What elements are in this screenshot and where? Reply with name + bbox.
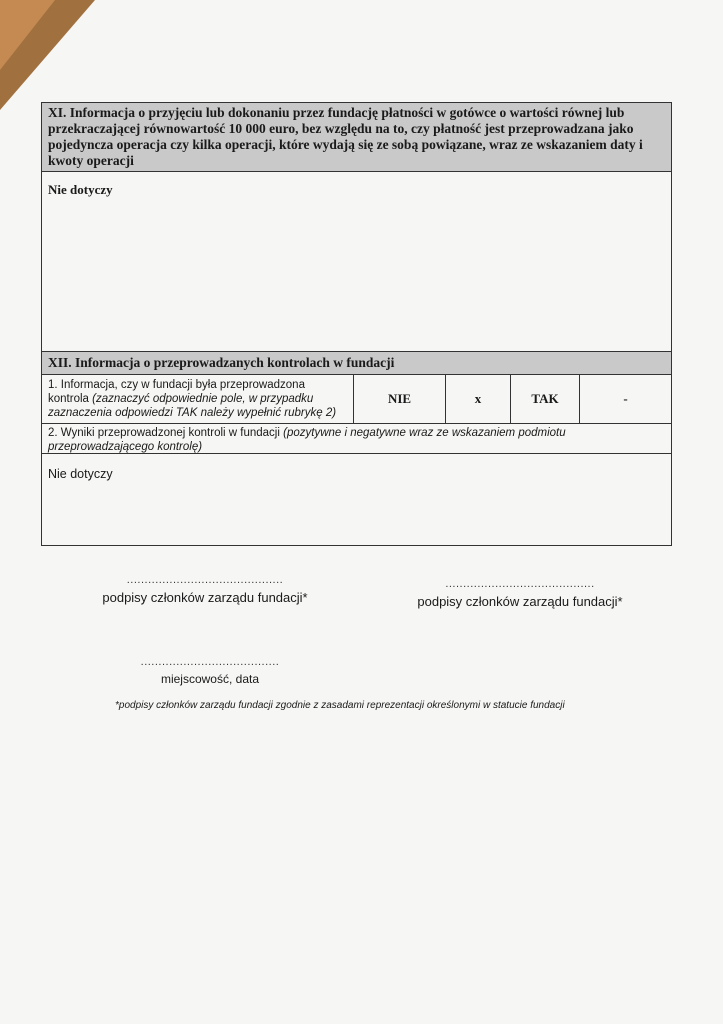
tak-checkbox[interactable]	[580, 375, 671, 423]
section-xii-content-text: Nie dotyczy	[48, 467, 113, 481]
section-xi-content	[42, 180, 662, 200]
footnote-text: *podpisy członków zarządu fundacji zgodnie z zasadami reprezentacji określonymi w statucie fundacji	[115, 700, 565, 711]
signature-left	[90, 574, 320, 605]
section-xii-header	[41, 351, 672, 375]
divider	[41, 453, 672, 454]
place-date	[110, 656, 310, 686]
signature-left-line: ............................................	[126, 574, 284, 586]
control-results-label	[42, 423, 670, 453]
tak-label: TAK	[531, 391, 559, 406]
wood-background-highlight	[0, 0, 55, 70]
footnote	[115, 700, 675, 711]
control-question-hint: (zaznaczyć odpowiednie pole, w przypadku zaznaczenia odpowiedzi TAK należy wypełnić rubrykę 2)	[48, 393, 337, 419]
nie-checkbox[interactable]	[446, 375, 510, 423]
control-question-label	[42, 375, 354, 423]
nie-label-cell	[354, 375, 445, 423]
section-xii-content	[42, 464, 662, 484]
control-results-hint: (pozytywne i negatywne wraz ze wskazaniem podmiotu przeprowadzającego kontrolę)	[48, 427, 566, 453]
tak-mark: -	[623, 391, 628, 406]
section-xii-title: XII. Informacja o przeprowadzanych kontrolach w fundacji	[48, 355, 395, 370]
control-results-text: 2. Wyniki przeprowadzonej kontroli w fundacji	[48, 427, 280, 439]
section-xi-header	[41, 102, 672, 172]
signature-right	[405, 578, 635, 609]
tak-label-cell	[511, 375, 579, 423]
place-date-line: .......................................	[140, 656, 280, 668]
control-question-text: 1. Informacja, czy w fundacji była przeprowadzona kontrola	[48, 379, 305, 405]
section-xi-content-text: Nie dotyczy	[48, 182, 113, 197]
nie-mark: x	[474, 391, 482, 406]
section-xi-title: XI. Informacja o przyjęciu lub dokonaniu przez fundację płatności w gotówce o wartości równej lub przekraczającej równowartość 10 000 euro, bez względu na to, czy płatność jest przeprowadzana jako pojedyncza operacja czy kilka operacji, które wydają się ze sobą powiązane, wraz ze wskazaniem daty i kwoty operacji	[48, 105, 643, 168]
signature-right-line: ..........................................	[445, 578, 595, 590]
signature-left-label: podpisy członków zarządu fundacji*	[102, 590, 308, 605]
nie-label: NIE	[387, 391, 412, 406]
place-date-label: miejscowość, data	[160, 672, 260, 686]
signature-right-label: podpisy członków zarządu fundacji*	[417, 594, 623, 609]
